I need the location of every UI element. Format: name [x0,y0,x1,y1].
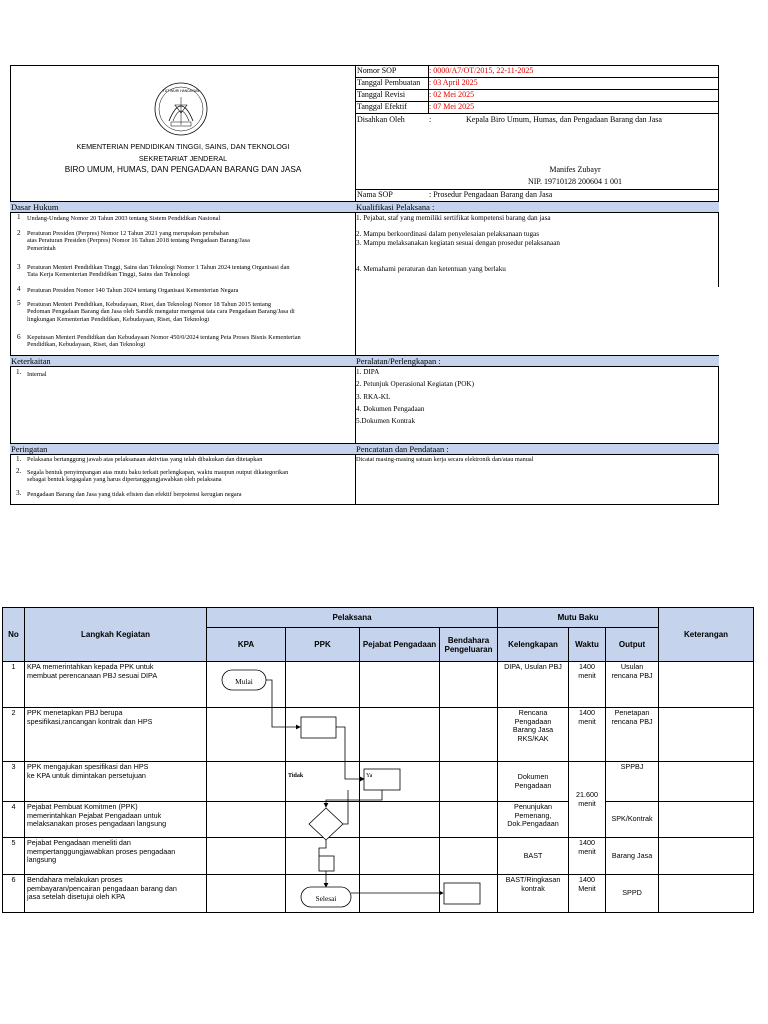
step-output: SPK/Kontrak [606,802,659,838]
col-bendahara-header: Bendahara Pengeluaran [440,628,498,662]
dasar-hukum-item: Peraturan Presiden Nomor 140 Tahun 2024 tentang Organisasi Kementerian Negara [27,287,239,294]
step-text: Bendahara melakukan proses pembayaran/pencairan pengadaan barang dan jasa setelah disetujui oleh KPA [25,875,207,913]
step-number: 6 [3,875,25,913]
keterkaitan-item: Internal [27,371,47,378]
peringatan-item: Segala bentuk penyimpangan atas mutu baku terkait perlengkapan, waktu maupun output dikategorikan sebagai bentuk kegagalan yang harus dipertanggungjawabkan oleh pelaksana [27,469,289,484]
bureau-name: BIRO UMUM, HUMAS, DAN PENGADAAN BARANG DAN JASA [64,165,302,174]
nama-sop-label: Nama SOP [357,190,393,199]
col-pejabat-header: Pejabat Pengadaan [360,628,440,662]
step-output: SPPD [606,875,659,913]
peringatan-item: Pengadaan Barang dan Jasa yang tidak efisien dan efektif berpotensi kerugian negara [27,491,242,498]
peralatan-item: 4. Dokumen Pengadaan [356,405,425,413]
col-output-header: Output [606,628,659,662]
kualifikasi-item: 3. Mampu melaksanakan kegiatan sesuai dengan prosedur pelaksanaan [356,239,560,247]
step-waktu: 21.600 menit [569,762,606,838]
step-text: KPA memerintahkan kepada PPK untuk membuat perencanaan PBJ sesuai DIPA [25,662,207,708]
keterkaitan-header: Keterkaitan [10,355,356,367]
dasar-hukum-item: Undang-Undang Nomor 20 Tahun 2003 tentang Sistem Pendidikan Nasional [27,215,221,222]
kualifikasi-item: 2. Mampu berkoordinasi dalam penyelesaian pelaksanaan tugas [356,230,540,238]
peringatan-num: 1. [16,455,22,463]
connector-line [266,680,300,727]
dasar-hukum-item: Peraturan Menteri Pendidikan, Kebudayaan, Riset, dan Teknologi Nomor 18 Tahun 2015 tentang Pedoman Pengadaan Barang dan Jasa oleh Sandik mengatur mengenai tata cara Pengadaan Barang/Jasa di lingkungan Kementerian Pendidikan, Kebudayaan, Riset, dan Teknologi [27,301,295,323]
nomor-sop-label: Nomor SOP [357,66,397,75]
dasar-hukum-header: Dasar Hukum [10,201,356,213]
kualifikasi-item: 1. Pejabat, staf yang memiliki sertifikat kompetensi barang dan jasa [356,214,551,222]
col-kelengkapan-header: Kelengkapan [498,628,569,662]
step-text: Pejabat Pembuat Komitmen (PPK) memerintahkan Pejabat Pengadaan untuk melaksanakan proses pengadaan langsung [25,802,207,838]
tanggal-revisi-value: : 02 Mei 2025 [429,90,475,99]
peralatan-item: 1. DIPA [356,368,380,376]
pencatatan-header: Pencatatan dan Pendataan : [355,443,719,455]
connector-line [326,790,382,807]
step-kelengkapan: Rencana Pengadaan Barang Jasa RKS/KAK [498,708,569,762]
dasar-hukum-item: Keputusan Menteri Pendidikan dan Kebudayaan Nomor 450/0/2024 tentang Peta Proses Bisnis Kementerian Pendidikan, Kebudayaan, Riset, dan Teknologi [27,334,301,349]
step-waktu: 1400 Menit [569,875,606,913]
peringatan-num: 3. [16,489,22,497]
dasar-hukum-item: Peraturan Menteri Pendidikan Tinggi, Sains dan Teknologi Nomor 1 Tahun 2024 tentang Organisasi dan Tata Kerja Kementerian Pendidikan Tinggi, Sains dan Teknologi [27,264,290,279]
peralatan-header: Peralatan/Perlengkapan : [355,355,719,367]
peringatan-header: Peringatan [10,443,356,455]
tanggal-efektif-label: Tanggal Efektif [357,102,407,111]
svg-text:TUT WURI HANDAYANI: TUT WURI HANDAYANI [162,89,200,93]
dasar-hukum-num: 6 [17,333,21,341]
dasar-hukum-num: 2 [17,229,21,237]
step-output: SPPBJ [606,762,659,802]
col-langkah-header: Langkah Kegiatan [25,608,207,662]
col-pelaksana-header: Pelaksana [207,608,498,628]
connector-line [343,790,348,824]
step-kelengkapan: Dokumen Pengadaan [498,762,569,802]
peringatan-item: Pelaksana bertanggung jawab atas pelaksanaan aktivitas yang telah dibakukan dan ditetapkan [27,456,263,463]
kualifikasi-header: Kualifikasi Pelaksana : [355,201,719,213]
kualifikasi-item: 4. Memahami peraturan dan ketentuan yang berlaku [356,265,506,273]
step-waktu: 1400 menit [569,708,606,762]
pencatatan-text: Dicatat masing-masing satuan kerja secara elektronik dan/atau manual [356,456,534,463]
step-text: Pejabat Pengadaan meneliti dan mempertanggungjawabkan proses pengadaan langsung [25,838,207,875]
dasar-hukum-num: 5 [17,299,21,307]
step-output: Usulan rencana PBJ [606,662,659,708]
keterkaitan-num: 1. [16,368,22,376]
step-kelengkapan: BAST/Ringkasan kontrak [498,875,569,913]
peralatan-item: 3. RKA-KL [356,393,391,401]
secretariat-name: SEKRETARIAT JENDERAL [138,154,228,163]
ppk-process-box [301,717,336,738]
nomor-sop-value: : 0000/A7/OT/2015, 22-11-2025 [429,66,534,75]
col-kpa-header: KPA [207,628,286,662]
col-mutu-header: Mutu Baku [498,608,659,628]
step-text: PPK mengajukan spesifikasi dan HPS ke KPA untuk dimintakan persetujuan [25,762,207,802]
dasar-hukum-num: 3 [17,263,21,271]
step-waktu: 1400 menit [569,838,606,875]
col-no-header: No [3,608,25,662]
bendahara-process-box [444,883,480,904]
end-label: Selesai [315,894,337,903]
no-label: Tidak [288,773,304,779]
tanggal-revisi-label: Tanggal Revisi [357,90,406,99]
step-number: 1 [3,662,25,708]
step-waktu: 1400 menit [569,662,606,708]
decision-diamond [309,808,343,840]
connector-line [319,840,326,856]
disahkan-label: Disahkan Oleh [357,115,405,124]
signer-name: Manifes Zubayr [549,165,601,174]
tanggal-efektif-value: : 07 Mei 2025 [429,102,475,111]
col-keterangan-header: Keterangan [659,608,754,662]
step-number: 3 [3,762,25,802]
step-kelengkapan: BAST [498,838,569,875]
step-output: Barang Jasa [606,838,659,875]
tanggal-pembuatan-value: : 03 April 2025 [429,78,478,87]
dasar-hukum-num: 1 [17,213,21,221]
dasar-hukum-num: 4 [17,285,21,293]
dasar-hukum-item: Peraturan Presiden (Perpres) Nomor 12 Tahun 2021 yang merupakan perubahan atas Peraturan Presiden (Perpres) Nomor 16 Tahun 2018 tentang Pengadaan Barang/Jasa Pemerintah [27,230,250,252]
connector-line [336,727,364,779]
start-label: Mulai [235,677,253,686]
peralatan-item: 2. Petunjuk Operasional Kegiatan (POK) [356,380,474,388]
peringatan-num: 2. [16,467,22,475]
step-kelengkapan: Penunjukan Pemenang, Dok.Pengadaan [498,802,569,838]
tanggal-pembuatan-label: Tanggal Pembuatan [357,78,421,87]
step-number: 4 [3,802,25,838]
ministry-name: KEMENTERIAN PENDIDIKAN TINGGI, SAINS, DAN TEKNOLOGI [76,142,290,151]
step-text: PPK menetapkan PBJ berupa spesifikasi,rancangan kontrak dan HPS [25,708,207,762]
step-output: Penetapan rencana PBJ [606,708,659,762]
nama-sop-value: : Prosedur Pengadaan Barang dan Jasa [429,190,553,199]
disahkan-value: Kepala Biro Umum, Humas, dan Pengadaan Barang dan Jasa [466,115,662,124]
disahkan-colon: : [429,115,432,124]
verify-process-box [319,856,334,871]
step-number: 2 [3,708,25,762]
step-number: 5 [3,838,25,875]
col-waktu-header: Waktu [569,628,606,662]
signer-nip: NIP. 19710128 200604 1 001 [527,177,622,186]
col-ppk-header: PPK [286,628,360,662]
yes-label: Ya [366,773,373,779]
step-kelengkapan: DIPA, Usulan PBJ [498,662,569,708]
peralatan-item: 5.Dokumen Kontrak [356,417,416,425]
